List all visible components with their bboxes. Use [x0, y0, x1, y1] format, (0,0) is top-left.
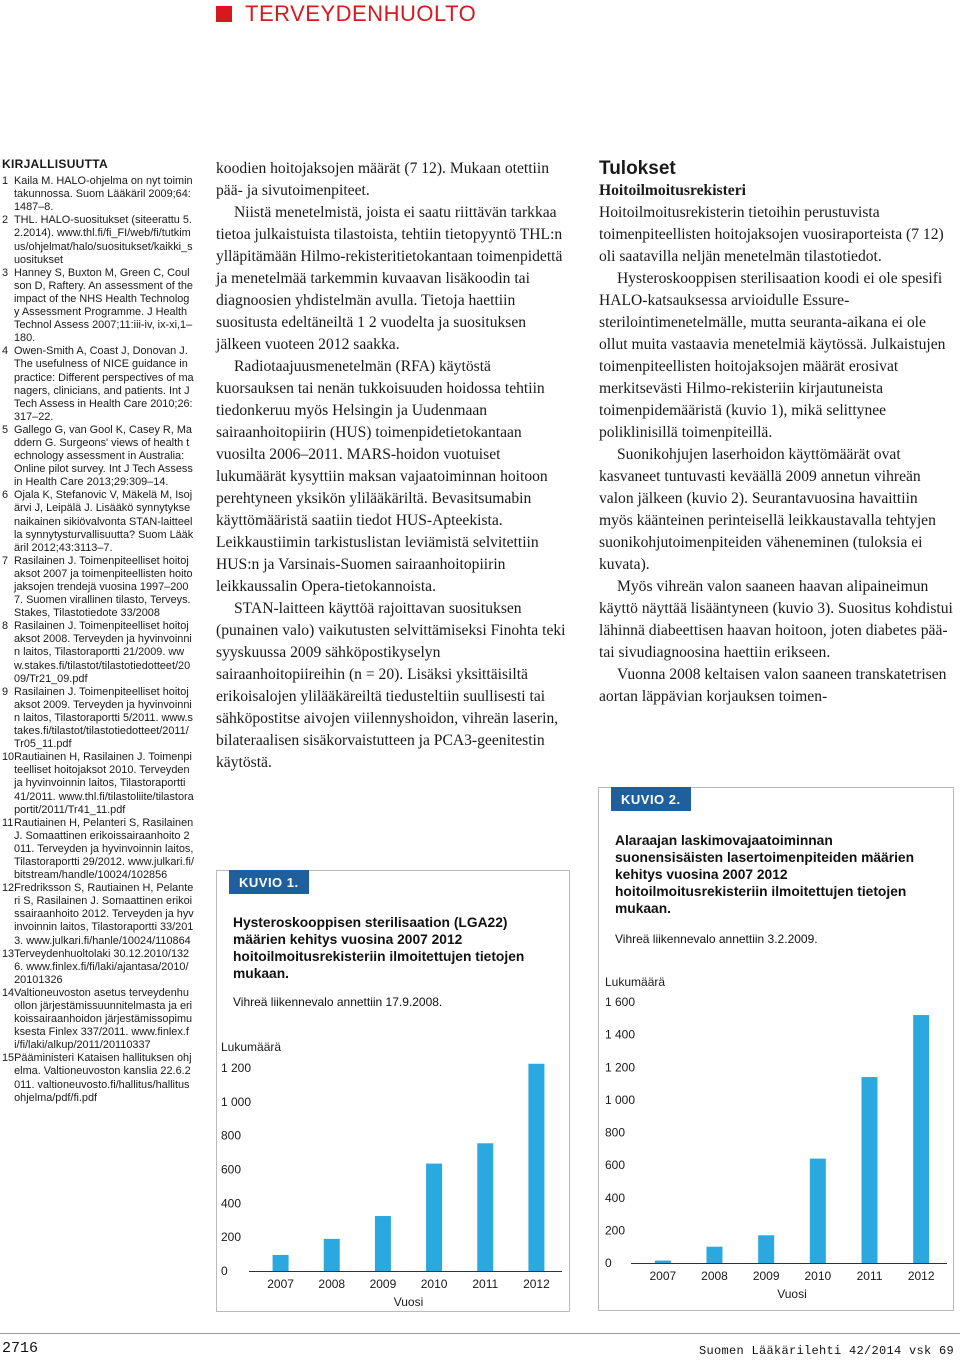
reference-number: 11 [2, 816, 14, 829]
y-tick-label: 0 [605, 1256, 612, 1270]
y-axis-label: Lukumäärä [605, 975, 666, 989]
reference-item [2, 620, 194, 685]
section-heading: Tulokset [599, 158, 676, 179]
section-marker [216, 6, 232, 22]
x-tick-label: 2008 [318, 1277, 346, 1291]
y-tick-label: 1 400 [605, 1027, 636, 1042]
reference-number: 2 [2, 214, 9, 227]
page-number: 2716 [2, 1340, 39, 1357]
figure-title: Hysteroskooppisen sterilisaation (LGA22) määrien kehitys vuosina 2007 2012 hoitoilmoitusrekisteriin ilmoitettujen tietojen mukaan. [233, 915, 525, 981]
reference-item [2, 882, 194, 947]
section-title: TERVEYDENHUOLTO [245, 1, 477, 26]
figure-2 [598, 787, 954, 1311]
x-tick-label: 2010 [420, 1277, 448, 1291]
y-tick-label: 600 [221, 1162, 242, 1177]
x-tick-label: 2009 [752, 1269, 780, 1283]
reference-number: 4 [2, 345, 9, 358]
bar [477, 1143, 493, 1271]
bar [375, 1216, 391, 1271]
reference-number: 12 [2, 882, 15, 895]
bar [707, 1247, 723, 1263]
reference-number: 5 [2, 423, 9, 436]
reference-text: Kaila M. HALO-ohjelma on nyt toimintakunnossa. Suom Lääkäril 2009;64:1487–8. [14, 175, 193, 214]
reference-item [2, 424, 194, 489]
figure-note: Vihreä liikennevalo annettiin 3.2.2009. [615, 932, 818, 946]
reference-text: Ojala K, Stefanovic V, Mäkelä M, Isojärvi J, Leipälä J. Lisääkö synnytyksenaikainen sikiövalvonta STAN-laitteella synnytysturvallisuutta? Suom Lääkäril 2012;43:3113–7. [14, 489, 194, 554]
paragraph: Hoitoilmoitusrekisterin tietoihin perustuvista toimenpiteellisten hoitojaksojen vuosiraporteista (7 12) oli saatavilla neljän menetelmän tilastotiedot. [599, 204, 944, 265]
reference-text: THL. HALO-suositukset (siteerattu 5.2.2014). www.thl.fi/fi_FI/web/fi/tutkimus/ohjelmat/halo/suositukset/kaikki_suositukset [14, 214, 193, 266]
journal-info: Suomen Lääkärilehti 42/2014 vsk 69 [698, 1344, 954, 1358]
y-tick-label: 0 [221, 1264, 228, 1278]
bar [913, 1015, 929, 1263]
paragraph: koodien hoitojaksojen määrät (7 12). Mukaan otettiin pää- ja sivutoimenpiteet. [216, 160, 550, 199]
paragraph: Vuonna 2008 keltaisen valon saaneen transkatetrisen aortan läppävian korjauksen toimen- [599, 666, 947, 705]
reference-item [2, 1052, 194, 1104]
paragraph: Niistä menetelmistä, joista ei saatu riittävän tarkkaa tietoa julkaistuista tilastoista, tehtiin tietopyyntö THL:n ylläpitämään Hilmo-rekisteritietokantaan toimenpidettä ja menetelmää tarkemmin kuvaavan lisäkoodin tai diagnoosien yhdistelmän avulla. Tietoja haettiin suositusta edeltäneiltä 1 2 vuodelta ja suosituksen jälkeen vuoteen 2012 saakka. [216, 204, 563, 353]
x-tick-label: 2011 [472, 1277, 499, 1291]
reference-text: Rautiainen H, Rasilainen J. Toimenpiteelliset hoitojaksot 2010. Terveyden ja hyvinvoinnin laitos, Tilastoraportti 41/2011. www.thl.fi/tilastoliite/tilastoraportit/2011/Tr41_11.pdf [14, 751, 194, 816]
paragraph: Suonikohjujen laserhoidon käyttömäärät ovat kasvaneet tuntuvasti keväällä 2009 annetun vihreän valon jälkeen (kuvio 2). Seurantavuosina havaittiin myös käänteinen perinteisellä leikkaustavalla tehtyjen suonikohjutoimenpiteiden väheneminen (tuloksia ei kuvata). [599, 446, 936, 573]
figure-2-chart [599, 788, 953, 1310]
reference-text: Rasilainen J. Toimenpiteelliset hoitojaksot 2007 ja toimenpiteellisten hoitojaksojen trendejä vuosina 1997–2007. Suomen virallinen tilasto, Terveys. Stakes, Tilastotiedote 33/2008 [14, 554, 193, 620]
y-tick-label: 400 [221, 1196, 242, 1211]
y-tick-label: 800 [605, 1125, 626, 1140]
reference-item [2, 267, 194, 346]
reference-item [2, 987, 194, 1052]
y-tick-label: 800 [221, 1128, 242, 1143]
reference-item [2, 686, 194, 751]
figure-note: Vihreä liikennevalo annettiin 17.9.2008. [233, 995, 443, 1009]
references [2, 158, 194, 1105]
body-column-2 [216, 158, 572, 774]
paragraph: STAN-laitteen käyttöä rajoittavan suosituksen (punainen valo) vaikutusten selvittämiseksi Finohta teki syyskuussa 2009 sähköpostikyselyn sairaanhoitopiireihin (n = 20). Lisäksi yksittäisiltä erikoisalojen ylilääkäreiltä tiedusteltiin suullisesti tai sähköpostitse aivojen viilennyshoidon, vihreän laserin, bilateraalisen sisäkorvaistutteen ja PCA3-geenitestin käytöstä. [216, 600, 566, 771]
y-tick-label: 1 200 [221, 1061, 252, 1075]
reference-item [2, 817, 194, 882]
reference-number: 13 [2, 947, 15, 960]
reference-item [2, 175, 194, 214]
reference-list [2, 175, 194, 1105]
x-tick-label: 2010 [804, 1269, 832, 1283]
bar [273, 1255, 289, 1271]
reference-number: 3 [2, 266, 9, 279]
figure-label: KUVIO 1. [229, 870, 309, 894]
figure-1-chart [217, 871, 569, 1311]
reference-number: 9 [2, 685, 9, 698]
reference-number: 10 [2, 751, 15, 764]
figure-title: Alaraajan laskimovajaatoiminnan suonensisäisten lasertoimenpiteiden määrien kehitys vuosina 2007 2012 hoitoilmoitusrekisteriin ilmoitettujen tietojen mukaan. [615, 833, 915, 916]
reference-number: 7 [2, 554, 9, 567]
bar [528, 1064, 544, 1271]
paragraph: Myös vihreän valon saaneen haavan alipaineimun käyttö näyttää lisääntyneen (kuvio 3). Suositus kohdistui lähinnä diabeettisen haavan hoitoon, joten diabetes pää- tai sivudiagnoosina haettiin erikseen. [599, 578, 953, 661]
figure-label: KUVIO 2. [611, 787, 691, 811]
y-axis-label: Lukumäärä [221, 1040, 282, 1054]
body-column-3 [599, 158, 955, 708]
bar [758, 1235, 774, 1263]
reference-item [2, 555, 194, 620]
bar [426, 1164, 442, 1271]
reference-text: Fredriksson S, Rautiainen H, Pelanteri S, Rasilainen J. Somaattinen erikoissairaanhoito 2012. Terveyden ja hyvinvoinnin laitos, Tilastoraportti 33/2013. www.julkari.fi/hanle/10024/110864 [14, 882, 194, 947]
reference-number: 1 [2, 175, 9, 188]
x-axis-label: Vuosi [777, 1287, 807, 1301]
reference-text: Owen-Smith A, Coast J, Donovan J. The usefulness of NICE guidance in practice: Different perspectives of managers, clinicians, and patients. Int J Tech Assess in Health Care 2010;26:317–22. [14, 345, 194, 423]
y-tick-label: 1 000 [221, 1094, 252, 1109]
y-tick-label: 400 [605, 1190, 626, 1205]
reference-item [2, 751, 194, 816]
x-tick-label: 2012 [907, 1269, 935, 1283]
bar [810, 1159, 826, 1263]
x-tick-label: 2012 [523, 1277, 550, 1291]
y-tick-label: 200 [221, 1230, 242, 1245]
x-tick-label: 2011 [856, 1269, 883, 1283]
x-tick-label: 2007 [267, 1277, 294, 1291]
bar [655, 1261, 671, 1263]
x-tick-label: 2007 [649, 1269, 677, 1283]
x-tick-label: 2008 [701, 1269, 728, 1283]
reference-item [2, 489, 194, 554]
reference-text: Valtioneuvoston asetus terveydenhuollon järjestämissuunnitelmasta ja erikoissairaanhoidon järjestämissopimuksesta Finlex 337/2011. www.finlex.fi/fi/laki/alkup/2011/20110337 [14, 986, 193, 1052]
y-tick-label: 1 600 [605, 995, 636, 1009]
reference-number: 8 [2, 620, 9, 633]
y-tick-label: 1 000 [605, 1092, 636, 1107]
reference-item [2, 345, 194, 424]
reference-text: Gallego G, van Gool K, Casey R, Maddern G. Surgeons' views of health technology assessment in Australia: Online pilot survey. Int J Tech Assess in Health Care 2013;29:309–14. [14, 423, 193, 489]
y-tick-label: 200 [605, 1223, 626, 1238]
reference-text: Hanney S, Buxton M, Green C, Coulson D, Raftery. An assessment of the impact of the NHS Health Technology Assessment Programme. J Health Technol Assess 2007;11:iii-iv, ix-xi,1–180. [14, 266, 193, 345]
figure-1 [216, 870, 570, 1312]
paragraph: Radiotaajuusmenetelmän (RFA) käytöstä kuorsauksen tai nenän tukkoisuuden hoidossa tehtiin tiedonkeruu myös Helsingin ja Uudenmaan sairaanhoitopiirin (HUS) toimenpidetietokantaan vuosilta 2006–2011. MARS-hoidon vuotuiset lukumäärät kysyttiin maksan vajaatoiminnan hoitoon perehtyneen yksikön ylilääkäriltä. Bevasitsumabin käyttömääristä saatiin tiedot HUS-Apteekista. Leikkaustiimin tarkistuslistan leviämistä selvitettiin HUS:n ja Varsinais-Suomen sairaanhoitopiirin leikkaussalin Opera-tietokannoista. [216, 358, 548, 595]
reference-number: 15 [2, 1052, 15, 1065]
footer-divider [0, 1333, 960, 1334]
sub-heading: Hoitoilmoitusrekisteri [599, 182, 746, 199]
paragraph: Hysteroskooppisen sterilisaation koodi ei ole spesifi HALO-katsauksessa arvioidulle Essure-sterilointimenetelmälle, mutta seuranta-aikana ei ole ollut muita vastaavia menetelmiä käytössä. Julkaistujen toimenpiteellisten hoitojaksojen määrät erosivat merkitsevästi Hilmo-rekisteriin kirjautuneista toimenpidemääristä (kuvio 1), mikä selittynee poliklinisillä toimenpiteillä. [599, 270, 946, 441]
y-tick-label: 600 [605, 1158, 626, 1173]
reference-number: 6 [2, 489, 9, 502]
x-axis-label: Vuosi [393, 1295, 424, 1309]
reference-text: Pääministeri Kataisen hallituksen ohjelma. Valtioneuvoston kanslia 22.6.2011. valtioneuvosto.fi/hallitus/hallitusohjelma/pdf/fi.pdf [14, 1052, 192, 1104]
reference-item [2, 948, 194, 987]
reference-item [2, 214, 194, 266]
bar [324, 1239, 340, 1271]
reference-text: Rautiainen H, Pelanteri S, Rasilainen J. Somaattinen erikoissairaanhoito 2011. Terveyden ja hyvinvoinnin laitos, Tilastoraportti 29/2012. www.julkari.fi/bitstream/handle/10024/102856 [14, 816, 194, 882]
x-tick-label: 2009 [369, 1277, 397, 1291]
references-title: KIRJALLISUUTTA [2, 157, 108, 171]
reference-text: Terveydenhuoltolaki 30.12.2010/1326. www.finlex.fi/fi/laki/ajantasa/2010/20101326 [14, 947, 190, 986]
y-tick-label: 1 200 [605, 1060, 636, 1075]
reference-text: Rasilainen J. Toimenpiteelliset hoitojaksot 2009. Terveyden ja hyvinvoinnin laitos, Tilastoraportti 5/2011. www.stakes.fi/tilastot/tilastotiedotteet/2011/Tr05_11.pdf [14, 685, 193, 751]
reference-number: 14 [2, 986, 15, 999]
bar [862, 1077, 878, 1263]
reference-text: Rasilainen J. Toimenpiteelliset hoitojaksot 2008. Terveyden ja hyvinvoinnin laitos, Tilastoraportti 21/2009. www.stakes.fi/tilastot/tilastotiedotteet/2009/Tr21_09.pdf [14, 620, 192, 685]
